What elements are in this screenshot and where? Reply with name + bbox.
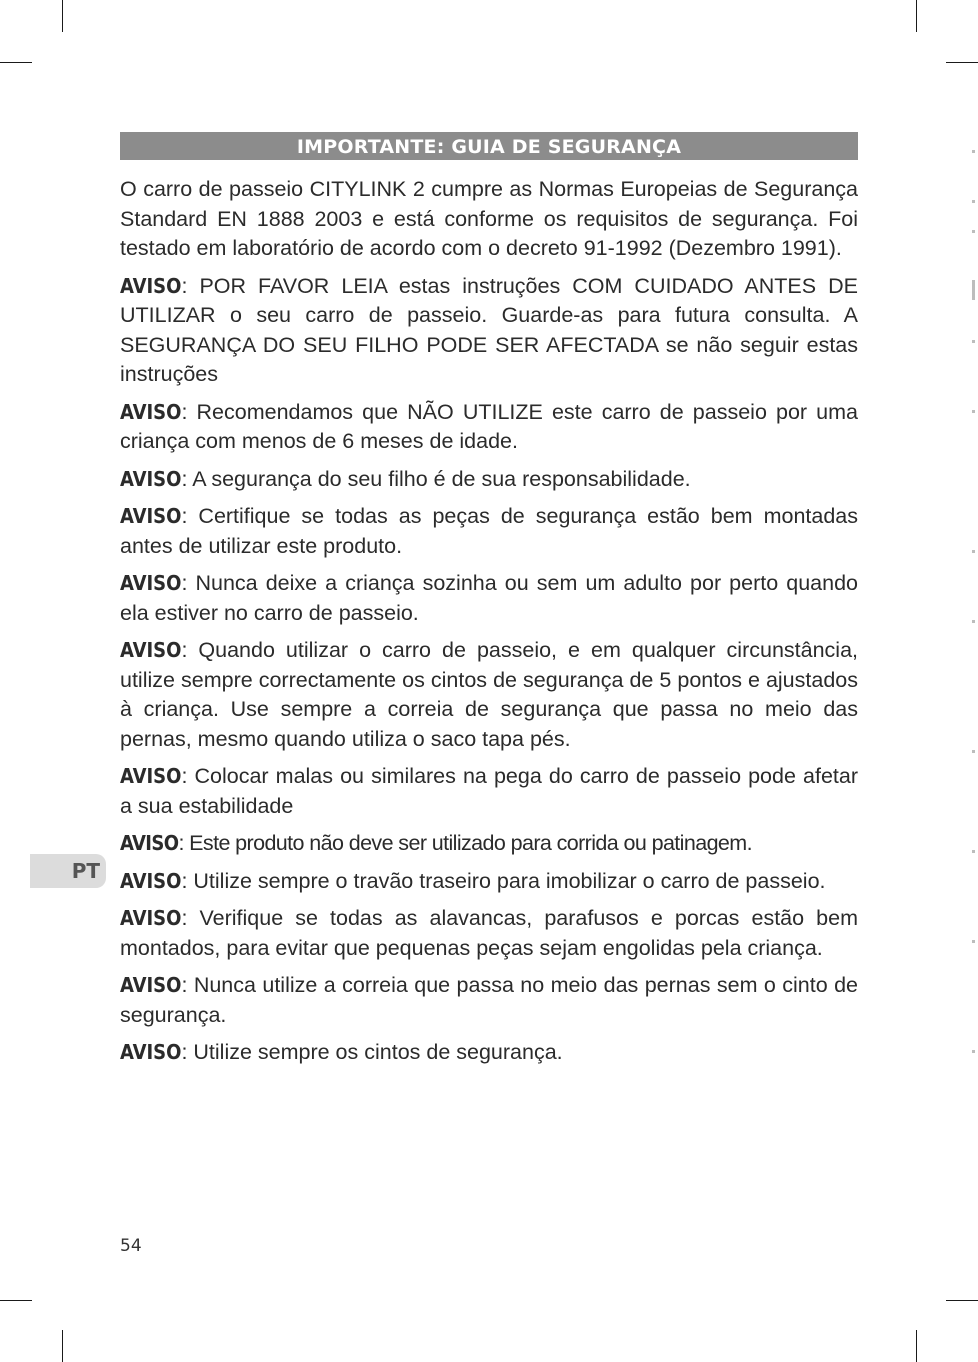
warning-keyword: AVISO (120, 638, 182, 662)
warning-paragraph (120, 904, 858, 963)
warning-paragraph (120, 569, 858, 628)
warning-paragraph (120, 272, 858, 390)
warning-keyword: AVISO (120, 273, 182, 298)
crop-mark (0, 1300, 32, 1301)
warning-text: : Certifique se todas as peças de segurança estão bem montadas antes de utilizar este produto. (120, 504, 858, 558)
warning-paragraph (120, 398, 858, 457)
right-edge-bleed (972, 150, 976, 1150)
crop-mark (946, 62, 978, 63)
warning-text: : Nunca utilize a correia que passa no meio das pernas sem o cinto de segurança. (120, 973, 858, 1027)
crop-mark (916, 1330, 917, 1362)
language-tab: PT (30, 854, 106, 888)
section-header: IMPORTANTE: GUIA DE SEGURANÇA (120, 132, 858, 160)
warning-text: : A segurança do seu filho é de sua responsabilidade. (181, 466, 691, 491)
warning-text: : Verifique se todas as alavancas, parafusos e porcas estão bem montados, para evitar que pequenas peças sejam engolidas pela criança. (120, 906, 858, 960)
warning-text: : Quando utilizar o carro de passeio, e em qualquer circunstância, utilize sempre correctamente os cintos de segurança de 5 pontos e ajustados à criança. Use sempre a correia de segurança que passa no meio das pernas, mesmo quando utiliza o saco tapa pés. (120, 638, 858, 751)
warning-text: : Recomendamos que NÃO UTILIZE este carro de passeio por uma criança com menos de 6 meses de idade. (120, 399, 858, 453)
warning-keyword: AVISO (120, 868, 182, 893)
warning-keyword: AVISO (120, 764, 182, 788)
warning-paragraph (120, 867, 858, 897)
warning-text: : POR FAVOR LEIA estas instruções COM CUIDADO ANTES DE UTILIZAR o seu carro de passeio. Guarde-as para futura consulta. A SEGURANÇA DO SEU FILHO PODE SER AFECTADA se não seguir estas instruções (120, 273, 858, 386)
warning-keyword: AVISO (120, 906, 182, 930)
warning-keyword: AVISO (120, 973, 182, 997)
warning-keyword: AVISO (120, 831, 179, 855)
warning-paragraph (120, 1038, 858, 1068)
document-body (120, 175, 858, 1076)
page-number: 54 (120, 1236, 142, 1256)
crop-mark (946, 1300, 978, 1301)
warning-paragraph (120, 636, 858, 754)
warning-paragraph (120, 502, 858, 561)
intro-paragraph: O carro de passeio CITYLINK 2 cumpre as Normas Europeias de Segurança Standard EN 1888 2003 e está conforme os requisitos de segurança. Foi testado em laboratório de acordo com o decreto 91-1992 (Dezembro 1991). (120, 177, 858, 260)
warning-text: : Este produto não deve ser utilizado para corrida ou patinagem. (178, 831, 752, 855)
warning-paragraph (120, 762, 858, 821)
warning-paragraph (120, 465, 858, 495)
warning-text: : Utilize sempre o travão traseiro para imobilizar o carro de passeio. (181, 868, 826, 893)
warning-keyword: AVISO (120, 1040, 182, 1064)
warning-keyword: AVISO (120, 504, 182, 528)
warning-keyword: AVISO (120, 571, 182, 595)
warning-paragraph (120, 829, 858, 859)
warning-keyword: AVISO (120, 399, 182, 424)
warning-text: : Nunca deixe a criança sozinha ou sem um adulto por perto quando ela estiver no carro de passeio. (120, 571, 858, 625)
crop-mark (0, 62, 32, 63)
crop-mark (62, 1330, 63, 1362)
warning-text: : Colocar malas ou similares na pega do carro de passeio pode afetar a sua estabilidade (120, 764, 858, 818)
warning-paragraph (120, 971, 858, 1030)
crop-mark (62, 0, 63, 32)
crop-mark (916, 0, 917, 32)
warning-keyword: AVISO (120, 466, 182, 491)
warning-text: : Utilize sempre os cintos de segurança. (181, 1040, 563, 1064)
